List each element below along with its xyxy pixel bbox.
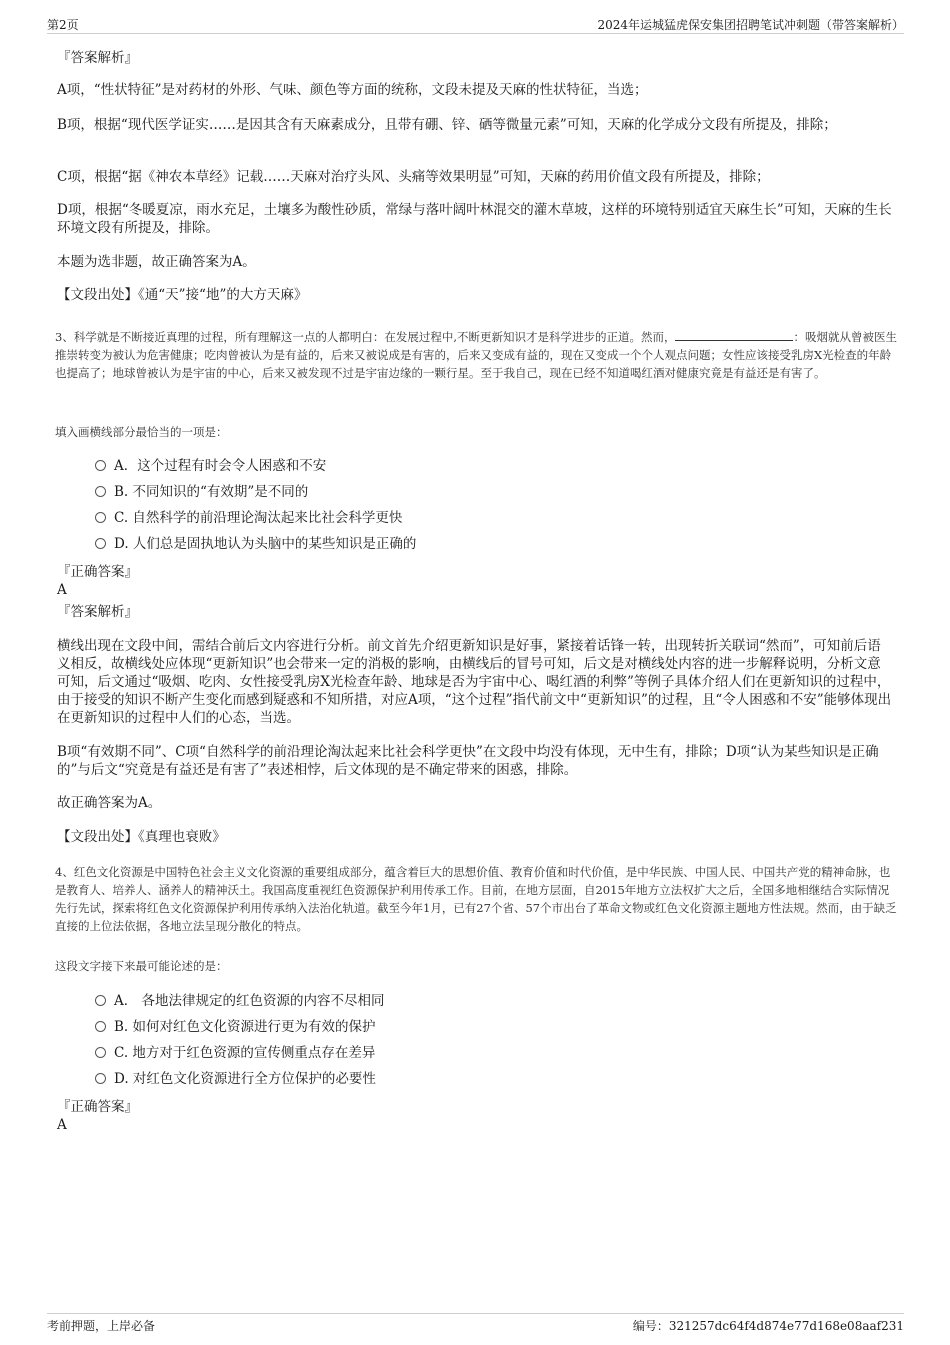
q3-conclusion: 故正确答案为A。 — [57, 795, 162, 811]
q2-analysis-c: C项，根据“据《神农本草经》记载……天麻对治疗头风、头痛等效果明显”可知，天麻的药用价值文段有所提及，排除； — [57, 169, 770, 185]
q4-option-d-label: D. 对红色文化资源进行全方位保护的必要性 — [114, 1071, 376, 1087]
radio-icon[interactable] — [95, 538, 106, 549]
q3-option-a-label: A．这个过程有时会令人困惑和不安 — [114, 458, 327, 474]
q3-blank — [675, 330, 793, 341]
q3-option-c[interactable] — [95, 509, 402, 527]
q2-conclusion: 本题为选非题，故正确答案为A。 — [57, 254, 256, 270]
q3-option-d-label: D. 人们总是固执地认为头脑中的某些知识是正确的 — [114, 536, 417, 552]
q4-prompt: 这段文字接下来最可能论述的是： — [55, 959, 228, 973]
q4-option-a[interactable] — [95, 992, 385, 1010]
q2-analysis-d: D项，根据“冬暖夏凉，雨水充足，土壤多为酸性砂质，常绿与落叶阔叶林混交的灌木草坡，这样的环境特别适宜天麻生长”可知，天麻的生长环境文段有所提及，排除。 — [57, 202, 892, 236]
document-title: 2024年运城猛虎保安集团招聘笔试冲刺题（带答案解析） — [597, 18, 904, 32]
q2-source: 【文段出处】《通“天”接“地”的大方天麻》 — [57, 287, 308, 303]
q4-option-b[interactable] — [95, 1018, 376, 1036]
footer-slogan: 考前押题，上岸必备 — [47, 1319, 156, 1333]
q3-source: 【文段出处】《真理也衰败》 — [57, 829, 226, 845]
q3-option-d[interactable] — [95, 535, 416, 553]
q3-option-a[interactable] — [95, 457, 326, 475]
q4-option-a-label: A． 各地法律规定的红色资源的内容不尽相同 — [114, 993, 385, 1009]
radio-icon[interactable] — [95, 1073, 106, 1084]
q3-answer-label: 『正确答案』 — [57, 564, 138, 580]
q3-analysis-2: B项“有效期不同”、C项“自然科学的前沿理论淘汰起来比社会科学更快”在文段中均没有体现，无中生有，排除；D项“认为某些知识是正确的”与后文“究竟是有益还是有害了”表述相悖，后文体现的是不确定带来的困惑，排除。 — [57, 744, 879, 778]
q4-text: 4、红色文化资源是中国特色社会主义文化资源的重要组成部分，蕴含着巨大的思想价值、教育价值和时代价值，是中华民族、中国人民、中国共产党的精神命脉，也是教育人、培养人、涵养人的精神沃土。我国高度重视红色资源保护利用传承工作。目前，在地方层面，自2015年地方立法权扩大之后，全国多地相继结合实际情况先行先试，探索将红色文化资源保护利用传承纳入法治化轨道。截至今年1月，已有27个省、57个市出台了革命文物或红色文化资源主题地方性法规。然而，由于缺乏直接的上位法依据，各地立法呈现分散化的特点。 — [55, 865, 897, 933]
radio-icon[interactable] — [95, 486, 106, 497]
q4-answer-label: 『正确答案』 — [57, 1099, 138, 1115]
q3-answer: A — [57, 582, 67, 598]
document-code: 编号：321257dc64f4d874e77d168e08aaf231 — [632, 1319, 904, 1333]
q3-option-b-label: B. 不同知识的“有效期”是不同的 — [114, 484, 309, 500]
q2-analysis-label: 『答案解析』 — [57, 50, 138, 66]
page-footer — [47, 1313, 904, 1334]
q2-analysis-a: A项，“性状特征”是对药材的外形、气味、颜色等方面的统称，文段未提及天麻的性状特征，当选； — [57, 82, 648, 98]
radio-icon[interactable] — [95, 995, 106, 1006]
q3-text — [55, 328, 897, 382]
q3-text-after: ：吸烟就从曾被医生推崇转变为被认为危害健康；吃肉曾被认为是有益的，后来又被说成是有害的，后来又变成有益的，现在又变成一个个人观点问题；女性应该接受乳房X光检查的年龄也提高了；地球曾被认为是宇宙的中心，后来又被发现不过是宇宙边缘的一颗行星。至于我自己，现在已经不知道喝红酒对健康究竟是有益还是有害了。 — [55, 330, 897, 380]
radio-icon[interactable] — [95, 1021, 106, 1032]
q4-answer: A — [57, 1117, 67, 1133]
q4-option-c[interactable] — [95, 1044, 375, 1062]
q3-option-b[interactable] — [95, 483, 308, 501]
q2-analysis-b: B项，根据“现代医学证实……是因其含有天麻素成分，且带有硼、锌、硒等微量元素”可知，天麻的化学成分文段有所提及，排除； — [57, 117, 837, 133]
q3-prompt: 填入画横线部分最恰当的一项是： — [55, 425, 228, 439]
q3-text-before: 3、科学就是不断接近真理的过程，所有理解这一点的人都明白：在发展过程中,不断更新知识才是科学进步的正道。然而， — [55, 330, 676, 344]
q4-option-b-label: B. 如何对红色文化资源进行更为有效的保护 — [114, 1019, 376, 1035]
q4-option-d[interactable] — [95, 1070, 376, 1088]
radio-icon[interactable] — [95, 512, 106, 523]
q3-analysis-1: 横线出现在文段中间，需结合前后文内容进行分析。前文首先介绍更新知识是好事，紧接着话锋一转，出现转折关联词“然而”，可知前后语义相反，故横线处应体现“更新知识”也会带来一定的消极的影响，由横线后的冒号可知，后文是对横线处内容的进一步解释说明，分析文意可知，后文通过“吸烟、吃肉、女性接受乳房X光检查年龄、地球是否为宇宙中心、喝红酒的利弊”等例子具体介绍人们在更新知识的过程中，由于接受的知识不断产生变化而感到疑惑和不知所措，对应A项，“这个过程”指代前文中“更新知识”的过程，且“令人困惑和不安”能够体现出在更新知识的过程中人们的心态，当选。 — [57, 638, 892, 726]
page-number: 第2页 — [47, 18, 79, 32]
radio-icon[interactable] — [95, 460, 106, 471]
q3-analysis-label: 『答案解析』 — [57, 604, 138, 620]
radio-icon[interactable] — [95, 1047, 106, 1058]
q3-option-c-label: C. 自然科学的前沿理论淘汰起来比社会科学更快 — [114, 510, 403, 526]
q4-option-c-label: C. 地方对于红色资源的宣传侧重点存在差异 — [114, 1045, 376, 1061]
page-header — [47, 14, 904, 34]
